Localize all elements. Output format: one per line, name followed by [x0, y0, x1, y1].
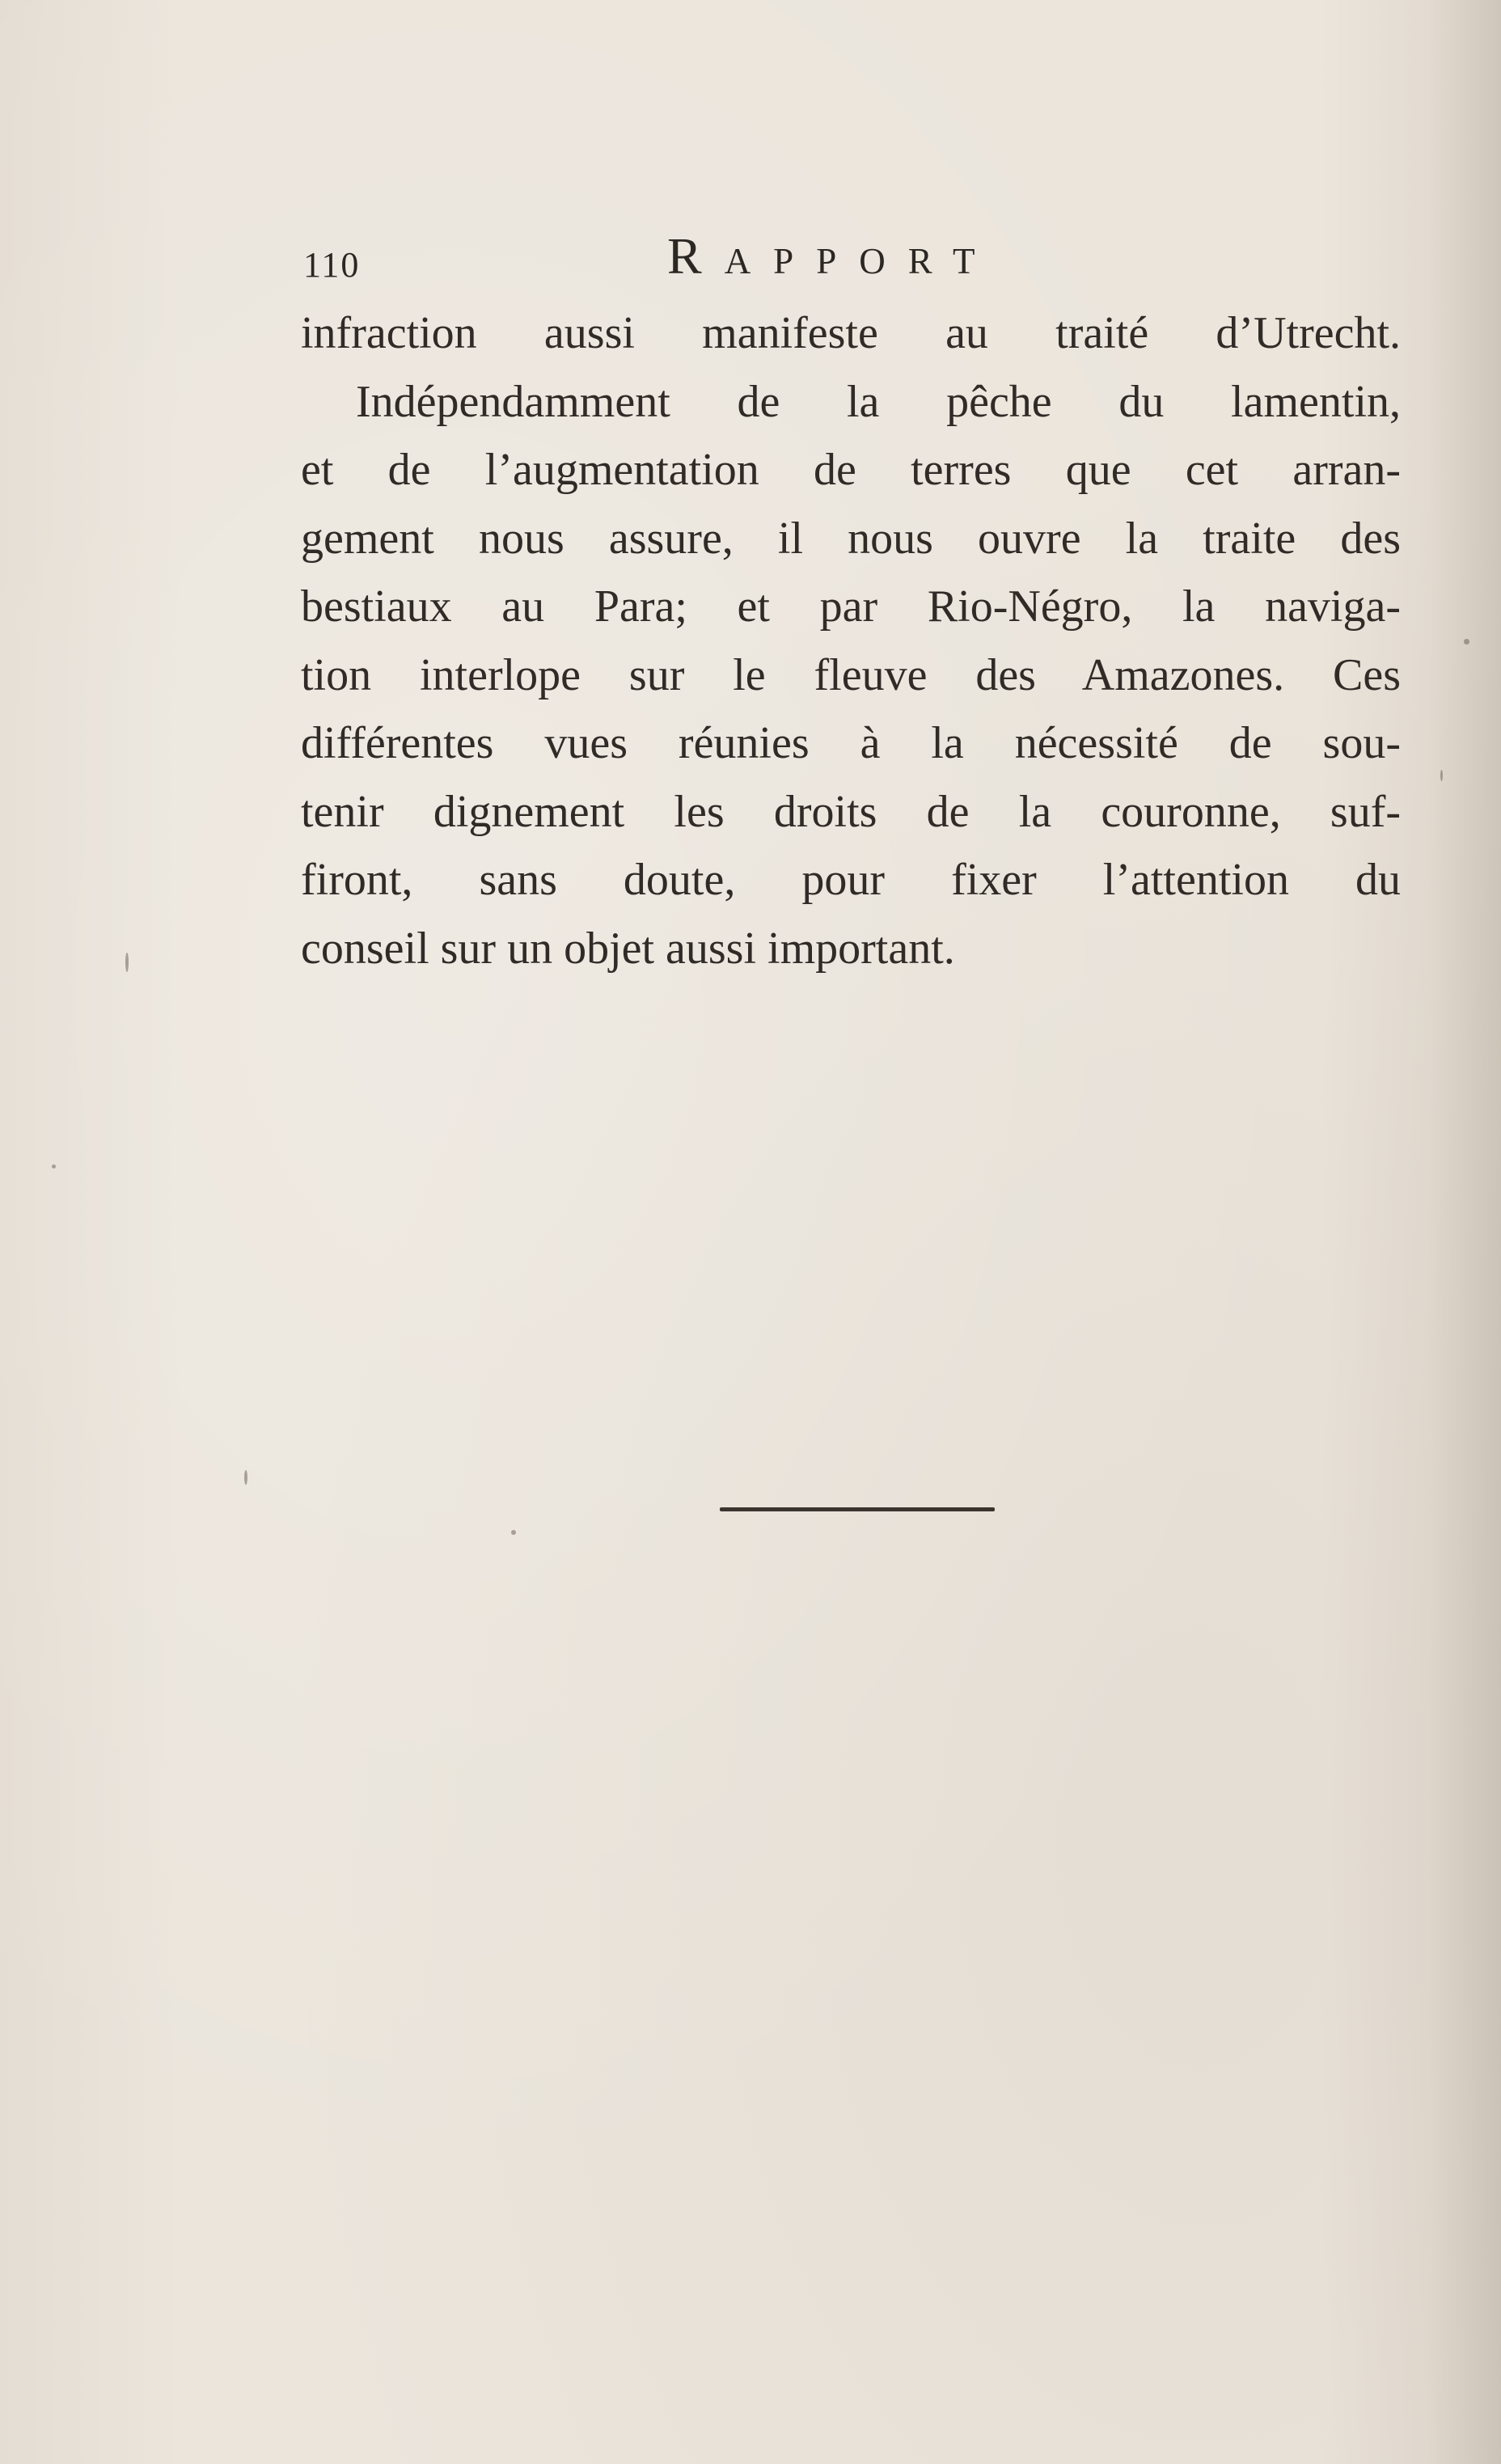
- paper-speck: [52, 1164, 56, 1169]
- running-title: Rapport: [667, 227, 998, 285]
- section-divider-rule: [720, 1507, 995, 1511]
- text-line: différentes vues réunies à la nécessité de sou-: [301, 718, 1401, 768]
- paper-speck: [1440, 770, 1443, 781]
- text-line: tenir dignement les droits de la couronne, suf-: [301, 786, 1401, 837]
- paper-speck: [244, 1470, 247, 1485]
- paper-speck: [125, 953, 129, 972]
- text-line: et de l’augmentation de terres que cet arran-: [301, 445, 1401, 495]
- page-header: [303, 226, 1403, 291]
- page-number: 110: [303, 245, 361, 285]
- text-line: firont, sans doute, pour fixer l’attention du: [301, 855, 1401, 905]
- text-line: bestiaux au Para; et par Rio-Négro, la naviga-: [301, 581, 1401, 632]
- body-text: [301, 299, 1401, 983]
- text-line: tion interlope sur le fleuve des Amazones. Ces: [301, 649, 1401, 700]
- text-line: gement nous assure, il nous ouvre la traite des: [301, 513, 1401, 564]
- text-line: conseil sur un objet aussi important.: [301, 923, 955, 974]
- text-line: Indépendamment de la pêche du lamentin,: [356, 376, 1401, 427]
- text-line: infraction aussi manifeste au traité d’Utrecht.: [301, 308, 1401, 358]
- paper-speck: [1464, 639, 1469, 645]
- paper-speck: [511, 1530, 516, 1535]
